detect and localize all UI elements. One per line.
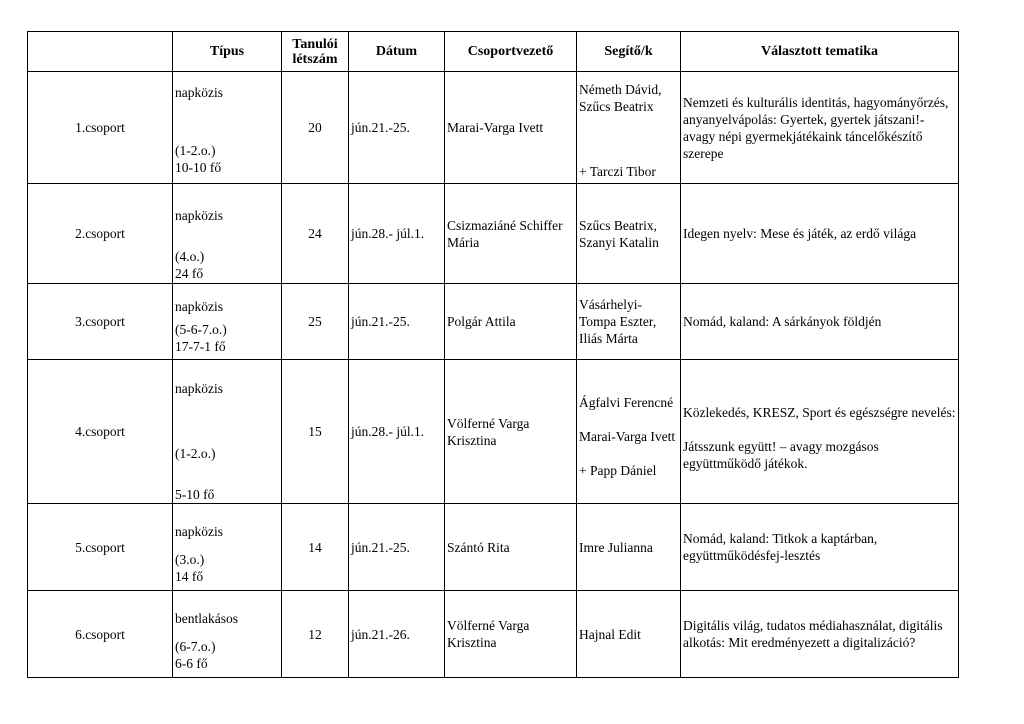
group-name: 3.csoport — [28, 284, 173, 360]
topic-cell — [681, 184, 959, 284]
helpers-cell — [577, 184, 681, 284]
header-letszam-line2: létszám — [292, 51, 338, 67]
topic-cell — [681, 504, 959, 591]
date-cell — [349, 184, 445, 284]
group-count: 10-10 fő — [175, 160, 222, 175]
group-type-cell — [173, 184, 282, 284]
date-cell — [349, 360, 445, 504]
helpers-cell — [577, 504, 681, 591]
helpers-cell — [577, 360, 681, 504]
group-count: 14 fő — [175, 569, 204, 584]
date: jún.21.-26. — [351, 626, 410, 642]
header-tipus: Típus — [173, 32, 282, 72]
table-row — [28, 184, 959, 284]
header-tematika: Választott tematika — [681, 32, 959, 72]
helpers-cell — [577, 72, 681, 184]
topic-extra: Játsszunk együtt! – avagy mozgásos együttműködő játékok. — [683, 438, 879, 471]
group-grade: (5-6-7.o.) — [175, 322, 227, 337]
leader-cell — [445, 284, 577, 360]
group-grade: (6-7.o.) — [175, 639, 216, 654]
group-grade: (3.o.) — [175, 552, 205, 567]
group-type: napközis — [175, 381, 223, 396]
helpers-cell — [577, 591, 681, 678]
group-type: napközis — [175, 524, 223, 539]
helpers-extra: + Tarczi Tibor — [579, 163, 656, 179]
group-name: 5.csoport — [28, 504, 173, 591]
helpers: Szűcs Beatrix, Szanyi Katalin — [579, 217, 659, 250]
group-count: 5-10 fő — [175, 487, 215, 502]
topic: Közlekedés, KRESZ, Sport és egészségre nevelés: — [683, 404, 956, 420]
header-letszam — [282, 32, 349, 72]
group-name: 6.csoport — [28, 591, 173, 678]
topic: Idegen nyelv: Mese és játék, az erdő világa — [683, 226, 917, 241]
group-type: napközis — [175, 208, 223, 223]
group-type-cell — [173, 284, 282, 360]
group-type: napközis — [175, 299, 223, 314]
leader-cell — [445, 591, 577, 678]
group-type: bentlakásos — [175, 611, 238, 626]
helpers: Németh Dávid, Szűcs Beatrix — [579, 81, 662, 114]
leader: Völferné Varga Krisztina — [447, 415, 530, 448]
student-count: 24 — [282, 184, 349, 284]
topic: Nomád, kaland: Titkok a kaptárban, együttműködésfej-lesztés — [683, 531, 878, 563]
student-count: 20 — [282, 72, 349, 184]
helpers: Hajnal Edit — [579, 626, 641, 642]
group-type-cell — [173, 72, 282, 184]
date-cell — [349, 284, 445, 360]
leader: Szántó Rita — [447, 539, 510, 555]
group-count: 6-6 fő — [175, 656, 208, 671]
date-cell — [349, 504, 445, 591]
leader-cell — [445, 72, 577, 184]
helpers-extra: + Papp Dániel — [579, 463, 657, 478]
schedule-table — [27, 31, 959, 678]
group-type-cell — [173, 591, 282, 678]
date-cell — [349, 591, 445, 678]
topic: Nomád, kaland: A sárkányok földjén — [683, 314, 882, 329]
group-type: napközis — [175, 85, 223, 100]
group-grade: (1-2.o.) — [175, 446, 216, 461]
leader: Csizmaziáné Schiffer Mária — [447, 217, 563, 250]
date: jún.21.-25. — [351, 539, 410, 555]
student-count: 12 — [282, 591, 349, 678]
topic: Nemzeti és kulturális identitás, hagyományőrzés, anyanyelvápolás: Gyertek, gyertek játszani!- avagy népi gyermekjátékaink táncelőkészítő szerepe — [683, 94, 949, 161]
table-row — [28, 360, 959, 504]
date-cell — [349, 72, 445, 184]
student-count: 15 — [282, 360, 349, 504]
date: jún.28.- júl.1. — [351, 424, 425, 439]
leader-cell — [445, 504, 577, 591]
leader-cell — [445, 184, 577, 284]
topic-cell — [681, 360, 959, 504]
header-row — [28, 32, 959, 72]
group-grade: (4.o.) — [175, 249, 205, 264]
topic-cell — [681, 284, 959, 360]
group-type-cell — [173, 360, 282, 504]
topic-cell — [681, 591, 959, 678]
helpers: Imre Julianna — [579, 539, 653, 555]
date: jún.21.-25. — [351, 314, 410, 329]
group-name: 1.csoport — [28, 72, 173, 184]
leader: Völferné Varga Krisztina — [447, 618, 530, 650]
group-count: 24 fő — [175, 266, 204, 281]
leader: Polgár Attila — [447, 314, 516, 329]
header-csoportvezeto: Csoportvezető — [445, 32, 577, 72]
group-name: 2.csoport — [28, 184, 173, 284]
helpers-mid: Marai-Varga Ivett — [579, 429, 676, 444]
helpers: Ágfalvi Ferencné — [579, 395, 674, 410]
leader-cell — [445, 360, 577, 504]
group-grade: (1-2.o.) — [175, 143, 216, 158]
group-count: 17-7-1 fő — [175, 339, 226, 354]
topic-cell — [681, 72, 959, 184]
leader: Marai-Varga Ivett — [447, 120, 544, 135]
student-count: 14 — [282, 504, 349, 591]
header-segito: Segítő/k — [577, 32, 681, 72]
group-name: 4.csoport — [28, 360, 173, 504]
header-letszam-line1: Tanulói — [292, 36, 338, 52]
date: jún.21.-25. — [351, 120, 410, 135]
topic: Digitális világ, tudatos médiahasználat, digitális alkotás: Mit eredményezett a digitalizáció? — [683, 618, 943, 650]
table-row — [28, 284, 959, 360]
table-row — [28, 504, 959, 591]
student-count: 25 — [282, 284, 349, 360]
helpers-cell — [577, 284, 681, 360]
helpers: Vásárhelyi-Tompa Eszter, Iliás Márta — [579, 297, 657, 346]
table-row — [28, 591, 959, 678]
group-type-cell — [173, 504, 282, 591]
header-empty — [28, 32, 173, 72]
header-datum: Dátum — [349, 32, 445, 72]
date: jún.28.- júl.1. — [351, 226, 425, 241]
table-row — [28, 72, 959, 184]
